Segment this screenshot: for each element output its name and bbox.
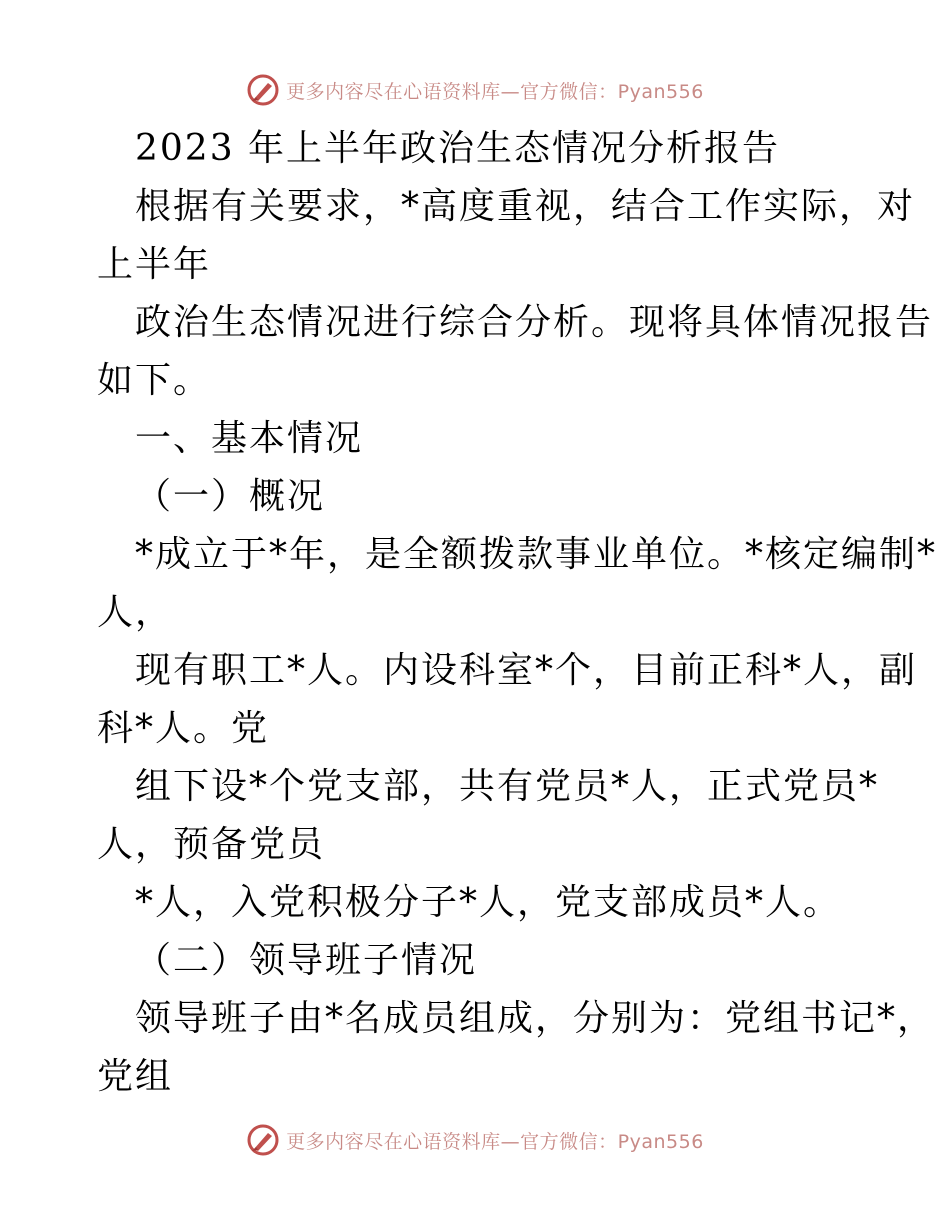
document-line: 2023 年上半年政治生态情况分析报告 [135, 128, 781, 169]
document-line: *人，入党积极分子*人，党支部成员*人。 [135, 882, 842, 923]
document-line: 如下。 [97, 360, 212, 401]
watermark-text: 更多内容尽在心语资料库—官方微信：Pyan556 [286, 1130, 704, 1153]
watermark-header [0, 70, 950, 110]
document-line: （二）领导班子情况 [135, 940, 478, 981]
watermark-header-inner [246, 73, 704, 107]
document-line: 根据有关要求，*高度重视，结合工作实际，对 [135, 186, 916, 227]
watermark-footer [0, 1120, 950, 1160]
document-line: 领导班子由*名成员组成，分别为：党组书记*， [135, 998, 936, 1039]
watermark-footer-inner [246, 1123, 704, 1157]
document-line: 科*人。党 [97, 708, 270, 749]
pen-logo-icon [246, 73, 280, 107]
document-line: 现有职工*人。内设科室*个，目前正科*人，副 [135, 650, 918, 691]
document-line: 上半年 [97, 244, 212, 285]
document-line: （一）概况 [135, 476, 326, 517]
document-line: 组下设*个党支部，共有党员*人，正式党员* [135, 766, 880, 807]
pen-logo-icon [246, 1123, 280, 1157]
document-line: 人，预备党员 [97, 824, 326, 865]
document-body [97, 120, 938, 1106]
document-line: 人， [97, 592, 174, 633]
document-line: 一、基本情况 [135, 418, 364, 459]
document-line: 党组 [97, 1056, 174, 1097]
watermark-text: 更多内容尽在心语资料库—官方微信：Pyan556 [286, 80, 704, 103]
document-line: 政治生态情况进行综合分析。现将具体情况报告 [135, 302, 934, 343]
document-line: *成立于*年，是全额拨款事业单位。*核定编制* [135, 534, 938, 575]
